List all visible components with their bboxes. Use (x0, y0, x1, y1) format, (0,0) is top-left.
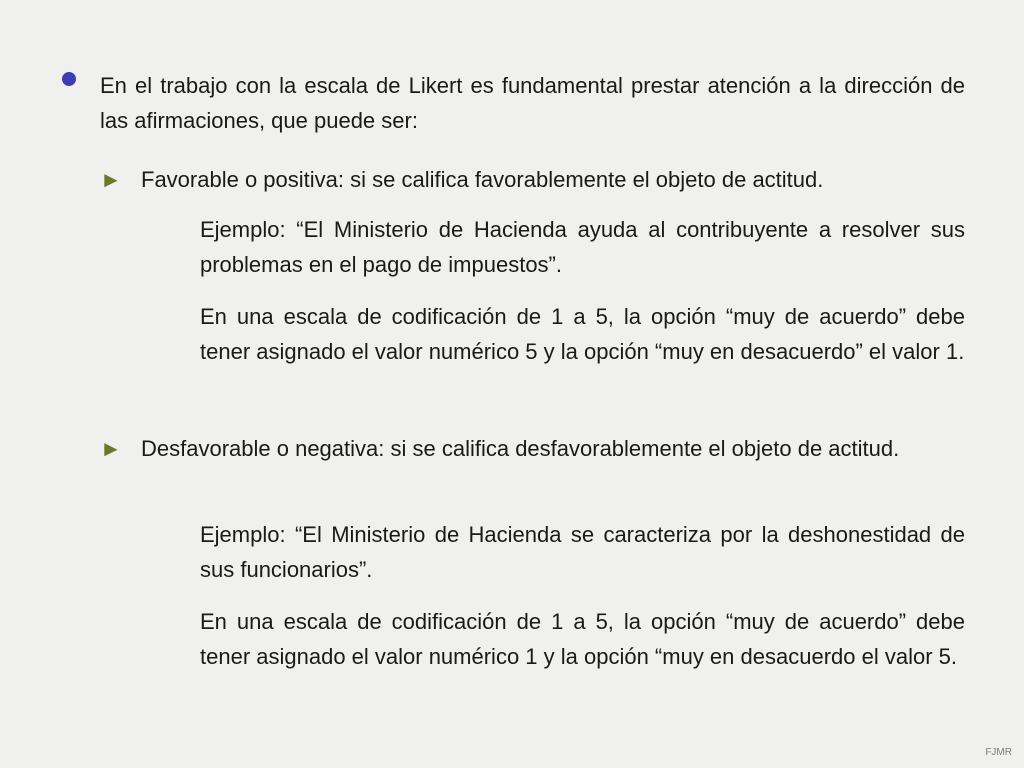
unfavorable-bullet (100, 431, 965, 466)
unfavorable-example-text: Ejemplo: “El Ministerio de Hacienda se caracteriza por la deshonestidad de sus funcionarios”. (200, 522, 965, 582)
favorable-bullet (100, 162, 965, 197)
circle-bullet-icon (62, 72, 76, 86)
favorable-example (200, 212, 965, 282)
unfavorable-coding-text: En una escala de codificación de 1 a 5, la opción “muy de acuerdo” debe tener asignado el valor numérico 1 y la opción “muy en desacuerdo el valor 5. (200, 609, 965, 669)
favorable-example-text: Ejemplo: “El Ministerio de Hacienda ayuda al contribuyente a resolver sus problemas en el pago de impuestos”. (200, 217, 965, 277)
main-bullet-point (62, 68, 965, 138)
unfavorable-coding (200, 604, 965, 674)
unfavorable-text: Desfavorable o negativa: si se califica desfavorablemente el objeto de actitud. (141, 436, 900, 461)
unfavorable-example (200, 517, 965, 587)
favorable-coding (200, 299, 965, 369)
favorable-text: Favorable o positiva: si se califica favorablemente el objeto de actitud. (141, 167, 824, 192)
arrow-bullet-icon: ► (100, 436, 122, 461)
main-point-text: En el trabajo con la escala de Likert es fundamental prestar atención a la dirección de las afirmaciones, que puede ser: (100, 73, 965, 133)
arrow-bullet-icon: ► (100, 167, 122, 192)
footer-initials: FJMR (985, 747, 1012, 758)
favorable-coding-text: En una escala de codificación de 1 a 5, la opción “muy de acuerdo” debe tener asignado el valor numérico 5 y la opción “muy en desacuerdo” el valor 1. (200, 304, 965, 364)
